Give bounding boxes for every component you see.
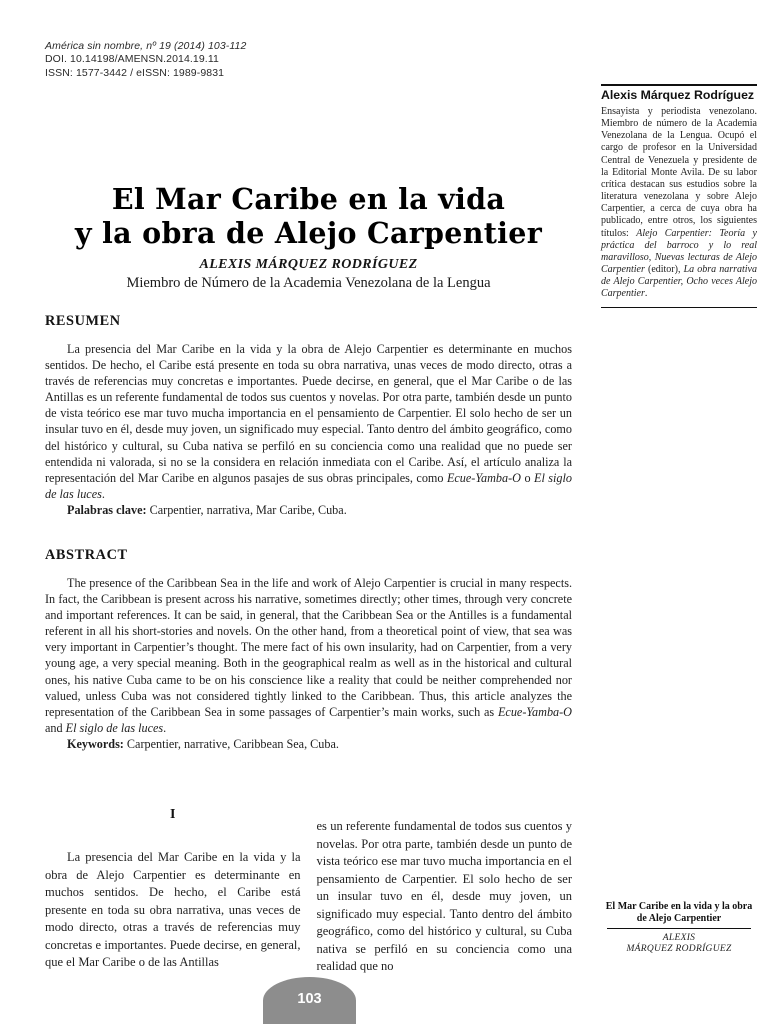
bio-book-titles-1: Alejo Carpentier: Teoría y práctica del barroco y lo real maravilloso, Nuevas lecturas de Alejo Carpentier xyxy=(601,227,757,276)
abstract-keywords-label: Keywords: xyxy=(67,736,124,751)
abstract-paragraph xyxy=(45,575,572,736)
margin-note-author xyxy=(601,933,757,955)
abstract-keywords xyxy=(45,736,572,752)
bio-text-roman-1: Ensayista y periodista venezolano. Miembro de número de la Academia Venezolana de la Lengua. Ocupó el cargo de profesor en la Universidad Central de Venezuela y presidente de la Editorial Monte Avila. De su labor crítica destacan sus estudios sobre la literatura venezolana y sobre Alejo Carpentier, a cerca de cuya obra ha publicado, entre otros, los siguientes títulos: xyxy=(601,106,757,239)
body-column-right xyxy=(317,806,573,976)
resumen-text-3: . xyxy=(101,486,105,501)
article-title-line-1: El Mar Caribe en la vida xyxy=(111,182,506,216)
page-number-tab xyxy=(263,977,356,1024)
margin-note-title-line-2: de Alejo Carpentier xyxy=(636,912,722,924)
body-paragraph-right: es un referente fundamental de todos sus cuentos y novelas. Por otra parte, también desde un punto de vista teórico ese mar tuvo mucha importancia en el pensamiento de Carpentier. El solo hecho de ser un insular tuvo en él, desde muy joven, un significado muy especial. Tanto dentro del ámbito geográfico, como del histórico y cultural, su Cuba nativa se perfiló en su conciencia como una realidad que no xyxy=(316,819,572,973)
resumen-text-1: La presencia del Mar Caribe en la vida y la obra de Alejo Carpentier es determinante en muchos sentidos. De hecho, el Caribe está presente en toda su obra narrativa, unas veces de modo directo, otras a través de referencias muy concretas e importantes. Puede decirse, en general, que el Mar Caribe o de las Antillas es un referente fundamental de todos sus cuentos y novelas. Por otra parte, también desde un punto de vista teórico ese mar tuvo mucha importancia en el pensamiento de Carpentier. El solo hecho de ser un insular tuvo en él, desde muy joven, un significado muy especial. Tanto dentro del ámbito geográfico, como del histórico y cultural, su Cuba nativa se perfiló en su conciencia como una realidad que no puede ser entendida ni valorada, si no se la considera en relación inmediata con el Caribe. Así, el artículo analiza la representación del Mar Caribe en algunos pasajes de sus obras principales, como xyxy=(45,342,572,485)
abstract-heading: ABSTRACT xyxy=(45,547,128,563)
article-affiliation: Miembro de Número de la Academia Venezolana de la Lengua xyxy=(126,275,491,291)
resumen-paragraph xyxy=(45,341,572,502)
resumen-book-title-2: El siglo de las luces xyxy=(45,470,572,501)
bio-top-divider xyxy=(601,84,757,86)
bio-text xyxy=(601,106,757,301)
journal-name-line: América sin nombre, nº 19 (2014) 103-112 xyxy=(45,40,247,52)
journal-header xyxy=(45,40,246,80)
body-paragraph-left: La presencia del Mar Caribe en la vida y la obra de Alejo Carpentier es determinante en muchos sentidos. De hecho, el Caribe está presente en toda su obra narrativa, unas veces de modo directo, otras a través de referencias muy concretas e importantes. Puede decirse, en general, que el Mar Caribe o de las Antillas xyxy=(45,850,301,969)
section-number-heading: I xyxy=(170,807,176,822)
resumen-heading: RESUMEN xyxy=(45,313,121,329)
resumen-section xyxy=(45,313,572,518)
abstract-text-3: . xyxy=(163,720,167,735)
abstract-text-2: and xyxy=(45,720,66,735)
abstract-book-title-2: El siglo de las luces xyxy=(65,720,164,735)
margin-note-divider xyxy=(607,928,751,929)
bio-book-titles-2: La obra narrativa de Alejo Carpentier, Ocho veces Alejo Carpentier xyxy=(601,264,757,300)
abstract-keywords-value: Carpentier, narrative, Caribbean Sea, Cuba. xyxy=(123,736,339,751)
margin-note-title-line-1: El Mar Caribe en la vida y la obra xyxy=(605,901,753,912)
margin-note-author-line-1: ALEXIS xyxy=(662,932,696,943)
abstract-book-title-1: Ecue-Yamba-O xyxy=(497,704,572,719)
article-author: ALEXIS MÁRQUEZ RODRÍGUEZ xyxy=(199,257,418,272)
running-margin-note xyxy=(601,901,757,955)
margin-note-author-line-2: MÁRQUEZ RODRÍGUEZ xyxy=(626,943,732,954)
resumen-keywords-value: Carpentier, narrativa, Mar Caribe, Cuba. xyxy=(146,502,347,517)
resumen-book-title-1: Ecue-Yamba-O xyxy=(446,470,521,485)
journal-issn-line: ISSN: 1577-3442 / eISSN: 1989-9831 xyxy=(45,66,225,79)
article-title xyxy=(45,183,572,250)
resumen-keywords-label: Palabras clave: xyxy=(67,502,147,517)
bio-author-name: Alexis Márquez Rodríguez xyxy=(601,88,755,102)
title-block xyxy=(45,183,572,292)
abstract-section xyxy=(45,547,572,752)
article-body-columns xyxy=(45,806,572,976)
body-column-left xyxy=(45,806,301,976)
author-bio xyxy=(601,84,757,308)
resumen-text-2: o xyxy=(520,470,534,485)
bio-text-roman-3: . xyxy=(644,288,648,300)
margin-note-title xyxy=(601,901,757,925)
page-number: 103 xyxy=(297,991,322,1007)
abstract-text-1: The presence of the Caribbean Sea in the life and work of Alejo Carpentier is crucial in many respects. In fact, the Caribbean is present across his narrative, sometimes directly; other times, through very concrete and important references. It can be said, in general, that the Caribbean Sea or the Antilles is a fundamental referent in all his short-stories and novels. On the other hand, from a theoretical point of view, that sea was very important in Carpentier’s thought. The mere fact of his own insularity, had on Carpentier, from a very young age, a very special meaning. Both in the geographical realm as well as in the historical and cultural ones, his native Cuba came to be on his conscience like a reality that could be neither comprehended nor valued, unless Cuba was not considered tightly linked to the Caribbean. Thus, this article analyzes the representation of the Caribbean Sea in some passages of Carpentier’s main works, such as xyxy=(45,576,572,719)
resumen-keywords xyxy=(45,502,572,518)
bio-text-roman-2: (editor), xyxy=(644,264,684,276)
bio-bottom-divider xyxy=(601,307,757,308)
journal-doi-line: DOI. 10.14198/AMENSN.2014.19.11 xyxy=(45,53,219,66)
article-title-line-2: y la obra de Alejo Carpentier xyxy=(74,215,543,250)
